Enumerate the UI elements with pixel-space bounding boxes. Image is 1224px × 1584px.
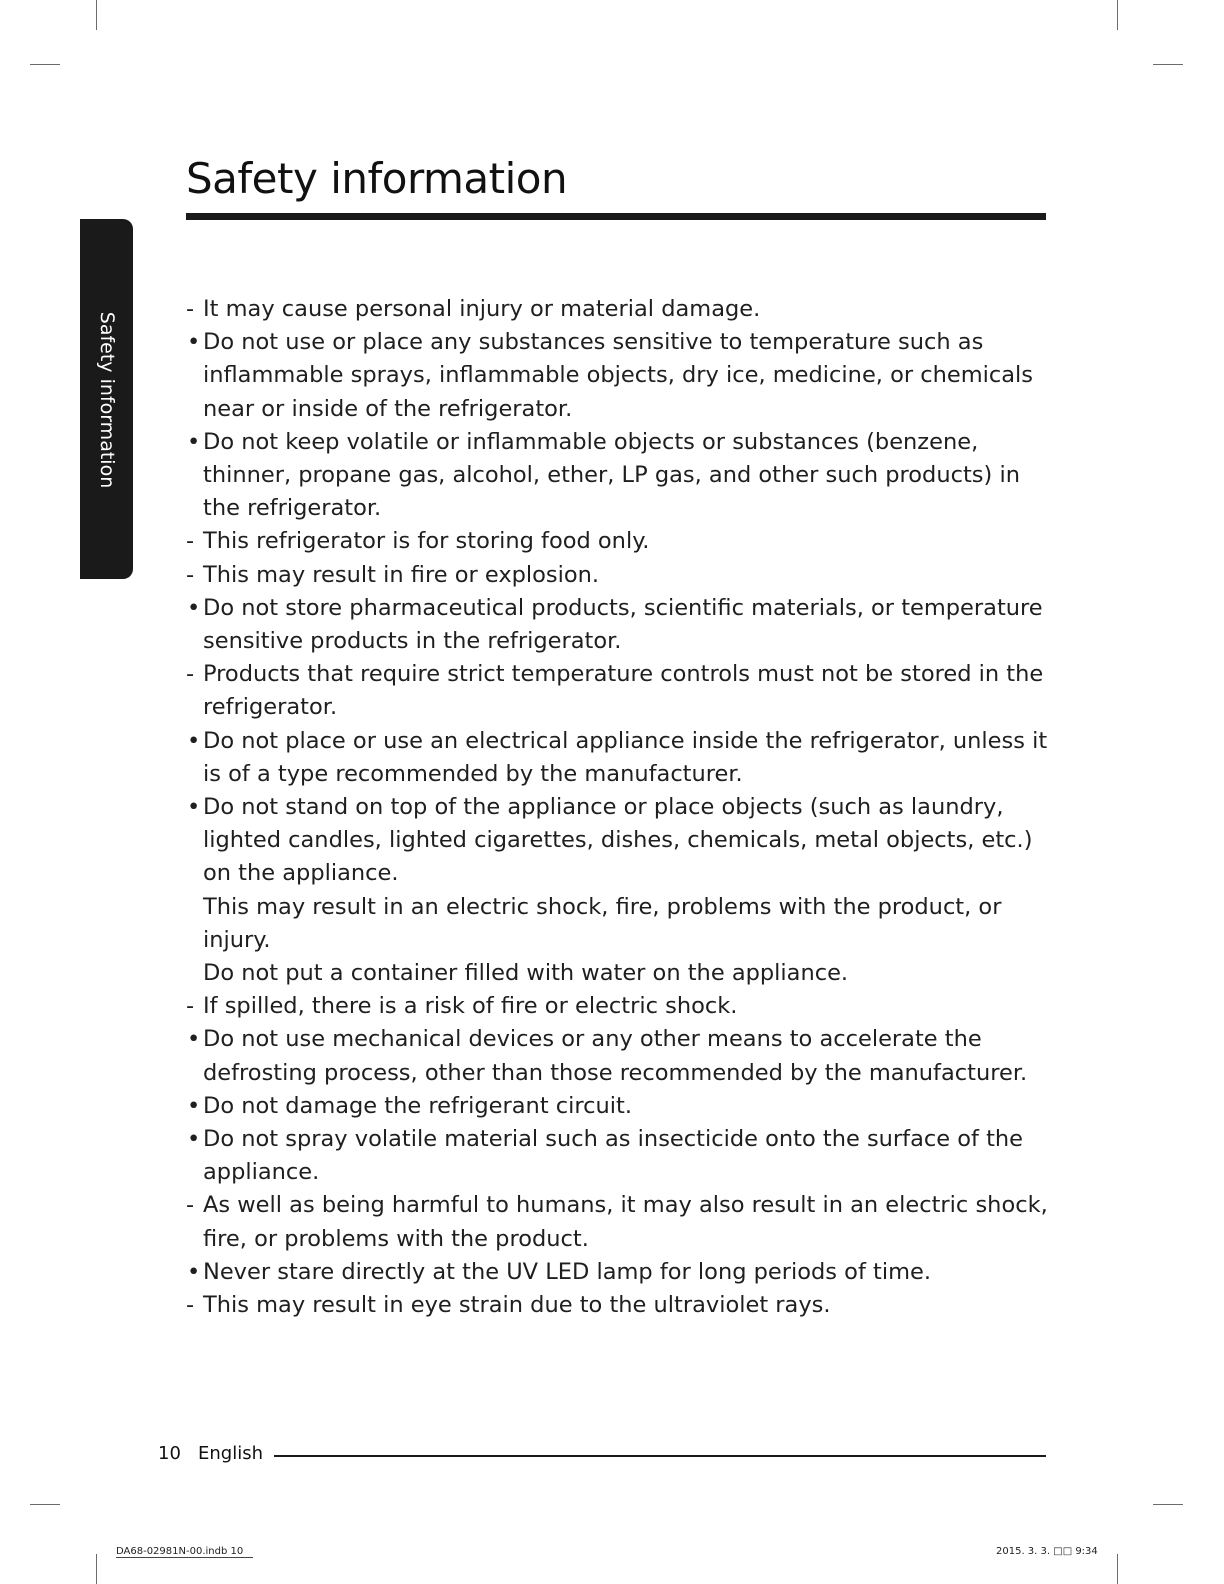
- list-marker: •: [187, 794, 201, 821]
- list-marker: -: [186, 993, 195, 1020]
- list-marker: -: [186, 1292, 195, 1319]
- crop-mark: [1117, 0, 1118, 30]
- list-item: [186, 426, 1056, 526]
- list-item-text: Do not use or place any substances sensitive to temperature such as inflammable sprays, inflammable objects, dry ice, medicine, or chemicals near or inside of the refrigerator.: [203, 329, 1034, 422]
- list-marker: -: [186, 528, 195, 555]
- list-item-text: Do not stand on top of the appliance or place objects (such as laundry, lighted candles, lighted cigarettes, dishes, chemicals, metal objects, etc.) on the appliance.: [203, 794, 1033, 887]
- list-item-text: This may result in fire or explosion.: [203, 561, 600, 588]
- list-item-text: Never stare directly at the UV LED lamp for long periods of time.: [203, 1258, 932, 1285]
- crop-mark: [1153, 64, 1183, 65]
- list-item-text: Do not place or use an electrical appliance inside the refrigerator, unless it is of a type recommended by the manufacturer.: [203, 727, 1048, 787]
- list-item: [186, 725, 1056, 791]
- list-item-text: As well as being harmful to humans, it may also result in an electric shock, fire, or problems with the product.: [203, 1192, 1048, 1252]
- list-marker: •: [187, 1126, 201, 1153]
- crop-mark: [30, 64, 60, 65]
- list-item-text: Products that require strict temperature controls must not be stored in the refrigerator.: [203, 661, 1044, 721]
- list-marker: •: [187, 1092, 201, 1119]
- list-item: [186, 559, 1056, 592]
- list-marker: •: [187, 428, 201, 455]
- list-item-text: Do not spray volatile material such as insecticide onto the surface of the appliance.: [203, 1126, 1024, 1186]
- crop-mark: [1117, 1554, 1118, 1584]
- list-item: [186, 957, 1056, 990]
- list-marker: •: [187, 1258, 201, 1285]
- footer-rule: [274, 1455, 1046, 1457]
- list-item-text: It may cause personal injury or material damage.: [203, 296, 761, 322]
- list-item: [186, 1189, 1056, 1255]
- crop-mark: [96, 0, 97, 30]
- list-marker: •: [187, 727, 201, 754]
- list-item: [186, 1256, 1056, 1289]
- list-marker: -: [186, 1192, 195, 1219]
- list-marker: •: [187, 594, 201, 621]
- crop-mark: [1153, 1504, 1183, 1505]
- title-rule: [186, 213, 1046, 220]
- list-item: [186, 1023, 1056, 1089]
- list-item: [186, 326, 1056, 426]
- list-item: [186, 1123, 1056, 1189]
- list-item: [186, 525, 1056, 558]
- list-item-text: Do not use mechanical devices or any other means to accelerate the defrosting process, other than those recommended by the manufacturer.: [203, 1026, 1028, 1086]
- list-item-text: Do not store pharmaceutical products, scientific materials, or temperature sensitive products in the refrigerator.: [203, 594, 1043, 655]
- list-marker: -: [186, 296, 195, 322]
- list-marker: •: [187, 1026, 201, 1053]
- page-number: 10: [158, 1443, 181, 1464]
- list-item-text: This may result in an electric shock, fire, problems with the product, or injury.: [203, 893, 1002, 953]
- list-item-text: If spilled, there is a risk of fire or electric shock.: [203, 993, 738, 1020]
- list-item: [186, 1289, 1056, 1322]
- list-marker: -: [186, 661, 195, 688]
- list-item-text: Do not damage the refrigerant circuit.: [203, 1092, 633, 1119]
- list-item-text: This refrigerator is for storing food only.: [203, 528, 650, 555]
- list-item: [186, 891, 1056, 957]
- crop-mark: [96, 1554, 97, 1584]
- page-language: English: [198, 1443, 263, 1464]
- list-item: [186, 990, 1056, 1023]
- list-item: [186, 791, 1056, 891]
- list-item-text: Do not keep volatile or inflammable objects or substances (benzene, thinner, propane gas, alcohol, ether, LP gas, and other such products) in the refrigerator.: [203, 428, 1020, 522]
- list-item-text: Do not put a container filled with water on the appliance.: [203, 960, 849, 987]
- page-title: Safety information: [186, 154, 568, 203]
- print-slug-date: 2015. 3. 3. □□ 9:34: [996, 1546, 1098, 1557]
- list-marker: -: [186, 561, 195, 588]
- safety-list: [186, 293, 1056, 1322]
- crop-mark: [30, 1504, 60, 1505]
- list-item: [186, 592, 1056, 658]
- list-item: [186, 1090, 1056, 1123]
- list-item: [186, 658, 1056, 724]
- list-item-text: This may result in eye strain due to the ultraviolet rays.: [203, 1292, 831, 1319]
- section-side-tab-label: Safety information: [96, 311, 118, 489]
- list-marker: •: [187, 329, 201, 356]
- print-slug-file: DA68-02981N-00.indb 10: [116, 1546, 253, 1558]
- list-item: [186, 293, 1056, 326]
